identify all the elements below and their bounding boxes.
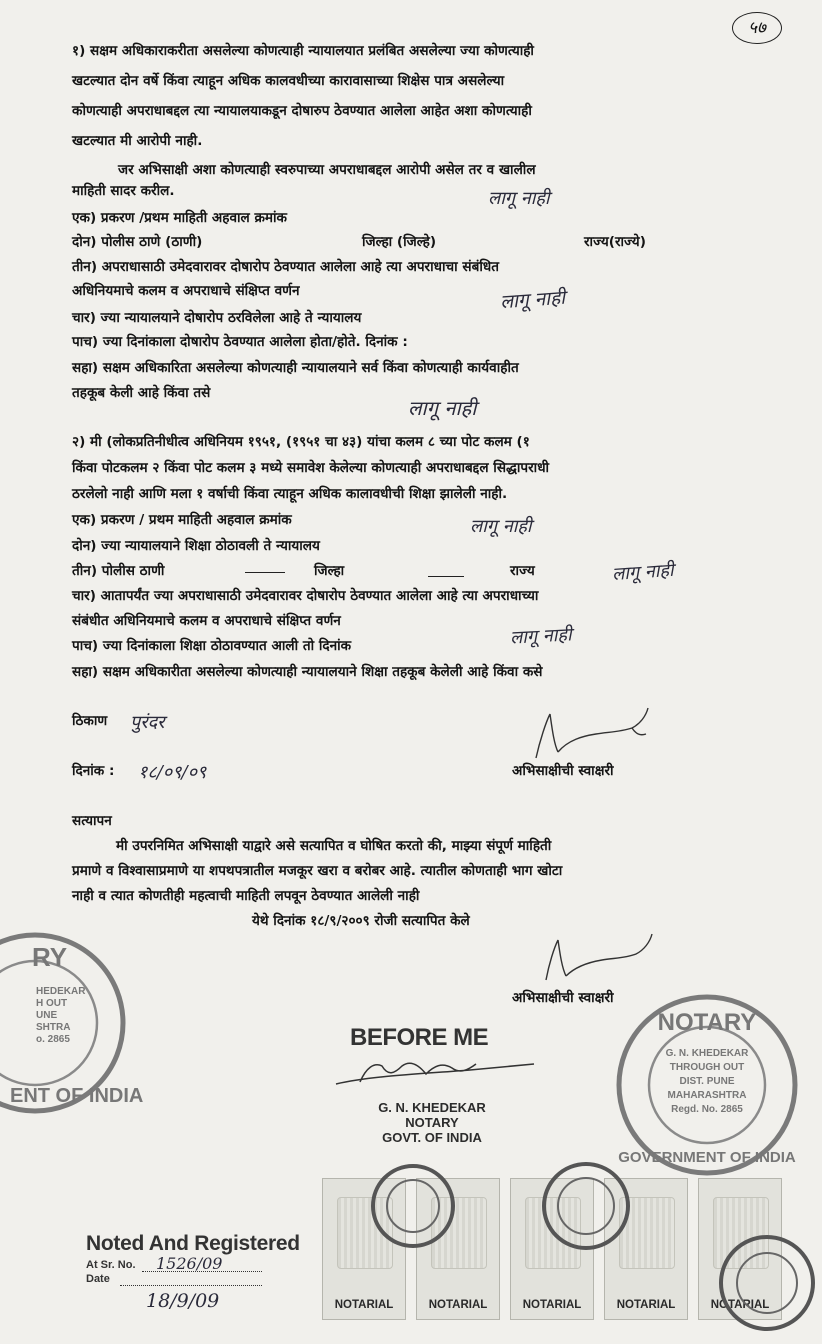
verification-line3: नाही व त्यात कोणतीही महत्वाची माहिती लपवून ठेवण्यात आलेली नाही [72,888,420,904]
s2-item3-state: राज्य [510,563,535,579]
notary-title: NOTARY [405,1115,459,1130]
date-label: दिनांक : [72,763,115,779]
s1-item1: एक) प्रकरण /प्रथम माहिती अहवाल क्रमांक [72,210,287,226]
s2-item2: दोन) ज्या न्यायालयाने शिक्षा ठोठावली ते न्यायालय [72,538,320,554]
revenue-stamp-label: NOTARIAL [710,1299,770,1311]
s2-line2: किंवा पोटकलम २ किंवा पोट कलम ३ मध्ये समावेश केलेल्या कोणत्याही अपराधाबद्दल सिद्धापराधी [72,460,550,476]
dash [428,576,464,577]
registration-date-value: 18/9/09 [146,1290,220,1312]
seal-left-l5: o. 2865 [36,1034,70,1045]
notary-round-stamp [712,1228,817,1338]
s1-item3a: तीन) अपराधासाठी उमेदवारावर दोषारोप ठेवण्यात आलेला आहे त्या अपराधाचा संबंधित [72,259,499,275]
verification-line4: येथे दिनांक १८/९/२००९ रोजी सत्यापित केले [252,913,470,929]
revenue-stamp-label: NOTARIAL [428,1299,488,1311]
signature-image [536,928,662,988]
verification-line1: मी उपरनिमित अभिसाक्षी याद्वारे असे सत्यापित व घोषित करतो की, माझ्या संपूर्ण माहिती [116,838,552,854]
s1-item5: पाच) ज्या दिनांकाला दोषारोप ठेवण्यात आलेला होता/होते. दिनांक : [72,334,408,350]
s1-item6b: तहकूब केली आहे किंवा तसे [72,385,211,401]
s2-item3-district: जिल्हा [314,563,345,579]
notary-seal-left [0,928,144,1118]
place-label: ठिकाण [72,713,108,729]
notary-name: G. N. KHEDEKAR [378,1100,486,1115]
handwritten-not-applicable: लागू नाही [509,624,573,649]
notary-signature [330,1054,540,1094]
notary-round-stamp [536,1156,636,1256]
seal-left-l4: SHTRA [36,1022,71,1033]
handwritten-not-applicable: लागू नाही [499,286,566,314]
seal-right-l4: MAHARASHTRA [667,1090,747,1101]
s2-line1: २) मी (लोकप्रतिनीधीत्व अधिनियम १९५१, (१९५१ चा ४३) यांचा कलम ८ च्या पोट कलम (१ [72,434,530,450]
s1-line6: माहिती सादर करील. [72,183,175,199]
seal-left-top: RY [32,942,68,972]
verification-line2: प्रमाणे व विश्वासाप्रमाणे या शपथपत्रातील मजकूर खरा व बरोबर आहे. त्यातील कोणताही भाग खोटा [72,863,563,879]
seal-left-bottom: ENT OF INDIA [10,1085,144,1107]
s2-item4b: संबंधीत अधिनियमाचे कलम व अपराधाचे संक्षिप्त वर्णन [72,613,341,629]
signature-label: अभिसाक्षीची स्वाक्षरी [512,990,614,1006]
s1-line5: जर अभिसाक्षी अशा कोणत्याही स्वरुपाच्या अपराधाबद्दल आरोपी असेल तर व खालील [118,162,536,178]
handwritten-not-applicable: लागू नाही [488,188,550,209]
before-me-label: BEFORE ME [350,1024,489,1051]
registration-date-label: Date [86,1273,110,1285]
revenue-stamp-label: NOTARIAL [334,1299,394,1311]
s2-line3: ठरलेलो नाही आणि मला १ वर्षाची किंवा त्याहून अधिक कालावधीची शिक्षा झालेली नाही. [72,486,508,502]
s2-item1: एक) प्रकरण / प्रथम माहिती अहवाल क्रमांक [72,512,292,528]
s1-item4: चार) ज्या न्यायालयाने दोषारोप ठरविलेला आहे ते न्यायालय [72,310,362,326]
registration-sr-label: At Sr. No. [86,1259,136,1271]
seal-right-l3: DIST. PUNE [679,1076,735,1087]
s1-item6a: सहा) सक्षम अधिकारिता असलेल्या कोणत्याही न्यायालयाने सर्व किंवा कोणत्याही कार्यवाहीत [72,360,519,376]
handwritten-not-applicable: लागू नाही [611,559,675,586]
revenue-stamp-label: NOTARIAL [616,1299,676,1311]
place-value: पुरंदर [130,712,165,733]
registration-title: Noted And Registered [86,1232,300,1255]
signature-label: अभिसाक्षीची स्वाक्षरी [512,763,614,779]
seal-right-bottom: GOVERNMENT OF INDIA [618,1149,796,1166]
s1-line4: खटल्यात मी आरोपी नाही. [72,133,203,149]
registration-sr-value: 1526/09 [156,1254,223,1273]
notary-seal-right [612,990,802,1180]
notary-round-stamp [368,1156,458,1256]
s2-item5: पाच) ज्या दिनांकाला शिक्षा ठोठावण्यात आली तो दिनांक [72,638,352,654]
notary-govt: GOVT. OF INDIA [382,1130,482,1145]
s2-item3-police: तीन) पोलीस ठाणी [72,563,165,579]
dotted-line [120,1285,262,1286]
seal-left-l3: UNE [36,1010,58,1021]
seal-right-top: NOTARY [657,1009,757,1036]
s1-item2-district: जिल्हा (जिल्हे) [362,234,437,250]
seal-right-l5: Regd. No. 2865 [671,1104,743,1115]
signature-image [528,700,658,766]
date-value: १८/०९/०९ [138,762,207,783]
s1-line2: खटल्यात दोन वर्षे किंवा त्याहून अधिक कालवधीच्या कारावासाच्या शिक्षेस पात्र असलेल्या [72,73,505,89]
handwritten-not-applicable: लागू नाही [408,396,477,420]
page-number: ५७ [732,12,782,44]
s1-item2-state: राज्य(राज्ये) [584,234,646,250]
s2-item4a: चार) आतापर्यंत ज्या अपराधासाठी उमेदवारावर दोषारोप ठेवण्यात आलेला आहे त्या अपराधाच्या [72,588,539,604]
s1-item3b: अधिनियमाचे कलम व अपराधाचे संक्षिप्त वर्णन [72,283,300,299]
dash [245,572,285,573]
handwritten-not-applicable: लागू नाही [470,516,532,537]
seal-left-l2: H OUT [36,998,68,1009]
s1-line3: कोणत्याही अपराधाबद्दल त्या न्यायालयाकडून दोषारुप ठेवण्यात आलेला आहेत अशा कोणत्याही [72,103,532,119]
seal-left-l1: HEDEKAR [36,986,86,997]
verification-heading: सत्यापन [72,813,112,829]
s1-line1: १) सक्षम अधिकाराकरीता असलेल्या कोणत्याही न्यायालयात प्रलंबित असलेल्या ज्या कोणत्याही [72,43,534,59]
s2-item6: सहा) सक्षम अधिकारीता असलेल्या कोणत्याही न्यायालयाने शिक्षा तहकूब केलेली आहे किंवा कसे [72,664,543,680]
seal-right-l2: THROUGH OUT [669,1062,745,1073]
s1-item2-police: दोन) पोलीस ठाणे (ठाणी) [72,234,203,250]
seal-right-l1: G. N. KHEDEKAR [665,1048,749,1059]
revenue-stamp-label: NOTARIAL [522,1299,582,1311]
